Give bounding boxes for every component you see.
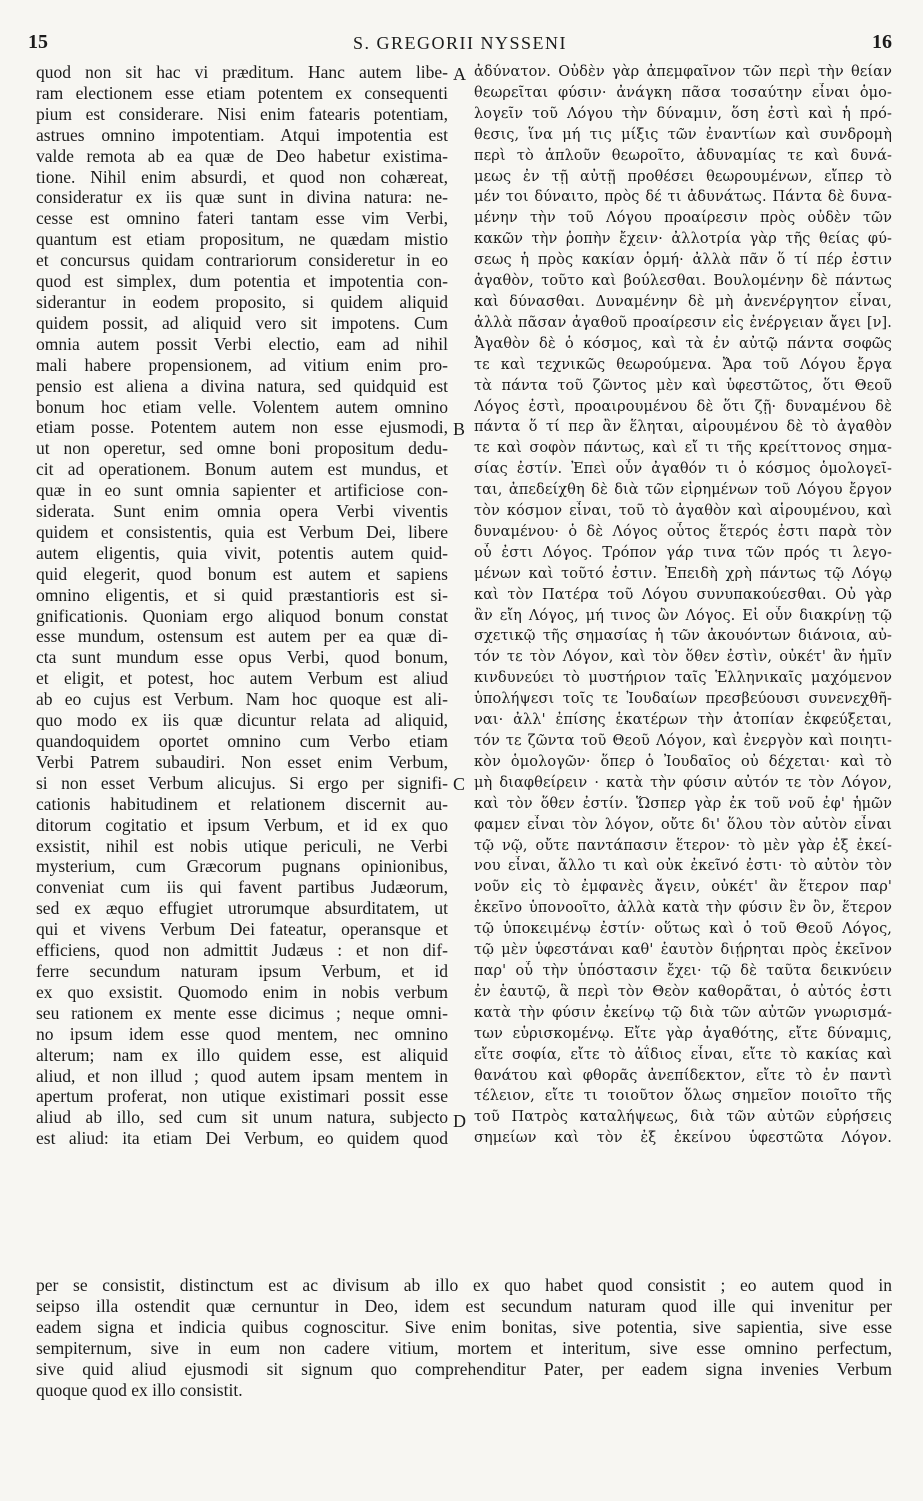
greek-text-line: τὰ πάντα τοῦ ζῶντος μὲν καὶ ὑφεστῶτος, ὅτι Θεοῦ: [474, 377, 892, 394]
section-marker-a: A: [453, 64, 466, 84]
section-marker-d: D: [453, 1111, 466, 1131]
latin-text-line: cesse est omnino fateri tantam esse vim Verbi,: [36, 208, 448, 229]
greek-text-line: παρ' οὗ τὴν ὑπόστασιν ἔχει· τῷ δὲ ταῦτα δεικνύειν: [474, 962, 892, 979]
page-number-right: 16: [872, 31, 892, 53]
latin-text-line: autem eligentis, quia vivit, potentis autem quid-: [36, 542, 448, 563]
latin-text-line: ex quo exsistit. Quomodo enim in nobis verbum: [36, 981, 448, 1002]
greek-text-line: ἐκεῖνο ὑπονοοῖτο, ἀλλὰ κατὰ τὴν φύσιν ἓν ὂν, ἕτερον: [474, 900, 892, 917]
greek-text-line: πάντα ὅ τί περ ἂν ἕληται, αἱρουμένου δὲ τὸ ἀγαθὸν: [474, 419, 892, 436]
greek-text-line: λογεῖν τοῦ Λόγου τὴν δύναμιν, ὅση ἐστὶ καὶ ἡ πρό-: [474, 105, 892, 122]
latin-text-line: cta sunt mundum esse opus Verbi, quod bonum,: [36, 647, 448, 668]
latin-text-line: etiam posse. Potentem autem non esse ejusmodi,: [36, 417, 448, 438]
greek-text-line: κακῶν τὴν ῥοπὴν ἔχειν· ἀλλοτρία γὰρ τῆς θείας φύ-: [474, 231, 892, 248]
page-header: [28, 31, 892, 57]
latin-column: [36, 62, 448, 1149]
greek-text-line: τέλειον, εἴτε τι τοιοῦτον ὅλως σημεῖον ποιοῖτο τῆς: [474, 1088, 892, 1105]
greek-text-line: καὶ δύνασθαι. Δυναμένην δὲ μὴ ἀνενέργητον εἶναι,: [474, 293, 892, 310]
latin-text-line: omnia autem possit Verbi electio, eam ad nihil: [36, 333, 448, 354]
greek-text-line: σημείων καὶ τὸν ἐξ ἐκείνου ὑφεστῶτα Λόγον.: [474, 1130, 892, 1147]
greek-text-line: τόν τε ζῶντα τοῦ Θεοῦ Λόγον, καὶ ἐνεργὸν καὶ ποιητι-: [474, 733, 892, 749]
latin-text-line: quidem possit, ad aliquid vero sit impotens. Cum: [36, 312, 448, 333]
greek-text-line: μένων καὶ τοῦτό ἐστιν. Ἐπειδὴ χρὴ πάντως τῷ Λόγῳ: [474, 565, 892, 582]
latin-text-line: ut non operetur, sed omne boni propositum dedu-: [36, 438, 448, 459]
latin-text-line: sed ex æquo effugiet utrorumque absurditatem, ut: [36, 898, 448, 919]
latin-text-line: mali habere propensionem, ad vitium enim pro-: [36, 354, 448, 375]
latin-text-line: quæ in eo sunt omnia sapienter et artificiose con-: [36, 480, 448, 501]
greek-text-line: κατὰ τὴν φύσιν ἐκείνῳ τῷ διὰ τῶν αὐτῶν γνωρισμά-: [474, 1004, 892, 1021]
greek-column: [474, 62, 892, 1149]
greek-text-line: τε καὶ σοφὸν πάντως, καὶ εἴ τι τῆς κρείττονος σημα-: [474, 440, 892, 457]
latin-text-line: seipso illa ostendit quæ cernuntur in Deo, idem est secundum naturam quod ille qui invenitur per: [36, 1295, 892, 1316]
latin-text-line: quidem et consistentis, quia est Verbum Dei, libere: [36, 521, 448, 542]
latin-text-line: aliud ab illo, sed cum sit unum natura, subjecto: [36, 1107, 448, 1128]
page-number-left: 15: [28, 31, 48, 53]
latin-text-line: si non esset Verbum alicujus. Si ergo per signifi-: [36, 772, 448, 793]
latin-text-line: ferre secundum naturam ipsum Verbum, et id: [36, 960, 448, 981]
greek-text-line: εἴτε σοφία, εἴτε τὸ ἀΐδιος εἶναι, εἴτε τὸ κακίας καὶ: [474, 1046, 892, 1063]
greek-text-line: μεως ἐν τῇ αὐτῇ προθέσει θεωρουμένων, εἴπερ τὸ: [474, 168, 892, 185]
greek-text-line: τε καὶ τεχνικῶς θεωρούμενα. Ἄρα τοῦ Λόγου ἔργα: [474, 356, 892, 373]
latin-text-line: no ipsum idem esse quod mentem, nec omnino: [36, 1023, 448, 1044]
latin-text-line: gnificationis. Quoniam ergo aliquod bonum constat: [36, 605, 448, 626]
latin-text-line: efficiens, quod non admittit Judæus : et non dif-: [36, 940, 448, 961]
greek-text-line: ἀγαθὸν, τοῦτο καὶ βούλεσθαι. Βουλομένην δὲ πάντως: [474, 273, 892, 290]
latin-text-line: quantum est etiam propositum, ne quædam mistio: [36, 229, 448, 250]
latin-text-line: ram electionem esse etiam potentem ex consequenti: [36, 82, 448, 103]
section-marker-b: B: [453, 419, 466, 439]
latin-text-line: et concursus quidam contrariorum consideretur in eo: [36, 250, 448, 271]
latin-text-line: seu rationem ex mente esse dicimus ; neque omni-: [36, 1002, 448, 1023]
greek-text-line: τὸν κόσμον εἶναι, τοῦ τὸ ἀγαθὸν καὶ αἱρουμένου, καὶ: [474, 503, 892, 520]
latin-text-line: omnino eligentis, et si quid præstantioris est si-: [36, 584, 448, 605]
greek-text-line: σχετικῷ τῆς σημασίας ἡ τῶν ἀκουόντων διάνοια, αὐ-: [474, 628, 892, 645]
latin-text-line: exsistit, nihil est nobis utique periculi, ne Verbi: [36, 835, 448, 856]
latin-text-line: qui et vivens Verbum Dei fateatur, operansque et: [36, 919, 448, 940]
latin-text-line: quoque quod ex illo consistit.: [36, 1379, 243, 1400]
greek-text-line: οὗ ἐστι Λόγος. Τρόπον γάρ τινα τῶν πρός τι λεγο-: [474, 544, 892, 561]
greek-text-line: φαμεν εἶναι τὸν λόγον, οὔτε δι' ὅλου τὸν αὐτὸν εἶναι: [474, 816, 892, 833]
greek-text-line: ἐν ἑαυτῷ, ἃ περὶ τὸν Θεὸν καθορᾶται, ὁ αὐτός ἐστι: [474, 983, 892, 1000]
latin-text-line: bonum hoc etiam velle. Volentem autem omnino: [36, 396, 448, 417]
greek-text-line: νου εἶναι, ἄλλο τι καὶ οὐκ ἐκεῖνό ἐστι· τὸ αὐτὸν τὸν: [474, 858, 892, 875]
latin-text-line: quod non sit hac vi præditum. Hanc autem libe-: [36, 62, 448, 82]
latin-text-line: mysterium, cum Græcorum pugnans opinionibus,: [36, 856, 448, 877]
latin-text-line: siderantur in eodem proposito, si quidem aliquid: [36, 291, 448, 312]
greek-text-line: μέν τοι δύναιτο, πρὸς δέ τι ἀδυνάτως. Πάντα δὲ δυνα-: [474, 189, 892, 206]
latin-text-line: et eligit, et potest, hoc autem Verbum est aliud: [36, 668, 448, 689]
greek-text-line: θεωρεῖται φύσιν· ἀνάγκη πᾶσα τοσαύτην εἶναι ὁμο-: [474, 84, 892, 101]
greek-text-line: τῷ νῷ, οὔτε παντάπασιν ἕτερον· τὸ μὲν γὰρ ἐξ ἐκεί-: [474, 837, 892, 854]
latin-text-line: quid elegerit, quod bonum est autem et sapiens: [36, 563, 448, 584]
greek-text-line: των εὑρισκομένῳ. Εἴτε γὰρ ἀγαθότης, εἴτε δύναμις,: [474, 1025, 892, 1042]
latin-text-line: eadem signa et indicia quibus cognoscitur. Sive enim bonitas, sive potentia, sive sapientia, sive esse: [36, 1316, 892, 1337]
greek-text-line: ἀδύνατον. Οὐδὲν γὰρ ἀπεμφαῖνον τῶν περὶ τὴν θείαν: [474, 64, 892, 80]
latin-text-line: est aliud: ita etiam Dei Verbum, eo quidem quod: [36, 1128, 448, 1149]
greek-text-line: ὑπολήψεσι τοῖς τε Ἰουδαίων πρεσβεύουσι συνενεχθῆ-: [474, 691, 892, 708]
greek-text-line: δυναμένου· ὁ δὲ Λόγος οὗτος ἕτερός ἐστι παρὰ τὸν: [474, 523, 892, 540]
latin-text-line: aliud, et non illud ; quod autem ipsam mentem in: [36, 1065, 448, 1086]
latin-text-line: alterum; nam ex illo quidem esse, est aliquid: [36, 1044, 448, 1065]
greek-text-line: μὴ διαφθείρειν · κατὰ τὴν φύσιν αὐτόν τε τὸν Λόγον,: [474, 774, 892, 791]
latin-text-line: ditorum cogitatio et ipsum Verbum, et id ex quo: [36, 814, 448, 835]
greek-text-line: θανάτου καὶ φθορᾶς ἀνεπίδεκτον, εἴτε τὸ ἐν παντὶ: [474, 1067, 892, 1084]
latin-text-line: sempiternum, sive in eum non cadere vitium, mortem et interitum, sive esse omnino perfectum,: [36, 1337, 892, 1358]
latin-text-line: sive quid aliud ejusmodi sit signum quo comprehenditur Pater, per eadem signa invenies Verbum: [36, 1358, 892, 1379]
section-marker-c: C: [453, 774, 466, 794]
greek-text-line: Λόγος ἐστὶ, προαιρουμένου δὲ ὅτι ζῇ· δυναμένου δὲ: [474, 398, 892, 415]
latin-text-line: apertum proferat, non utique existimari possit esse: [36, 1086, 448, 1107]
latin-text-line: Verbi Patrem subaudiri. Non esset enim Verbum,: [36, 751, 448, 772]
greek-text-line: κὸν ὁμολογῶν· ὅπερ ὁ Ἰουδαῖος οὐ δέχεται· καὶ τὸ: [474, 753, 892, 770]
greek-text-line: θεσις, ἵνα μή τις μίξις τῶν ἐναντίων καὶ συνδρομὴ: [474, 126, 892, 143]
latin-text-line: quo modo ex iis quæ dicuntur relata ad aliquid,: [36, 710, 448, 731]
running-title: S. GREGORII NYSSENI: [352, 33, 567, 53]
latin-text-line: pensio est aliena a divina natura, sed quidquid est: [36, 375, 448, 396]
latin-text-line: quod est simplex, dum potentia et impotentia con-: [36, 271, 448, 292]
latin-text-line: ab eo cujus est Verbum. Nam hoc quoque est ali-: [36, 689, 448, 710]
latin-text-line: siderata. Sunt enim omnia opera Verbi viventis: [36, 501, 448, 522]
greek-text-line: περὶ τὸ ἁπλοῦν θεωροῖτο, ἀδυναμίας τε καὶ δυνά-: [474, 147, 892, 164]
greek-text-line: σεως ἡ πρὸς κακίαν ὁρμή· ἀλλὰ πᾶν ὅ τί πέρ ἐστιν: [474, 252, 892, 269]
greek-text-line: τῷ ὑποκειμένῳ ἐστίν· οὕτως καὶ ὁ τοῦ Θεοῦ Λόγος,: [474, 921, 892, 938]
latin-text-line: cit ad operationem. Bonum autem est mundus, et: [36, 459, 448, 480]
greek-text-line: ται, ἀπεδείχθη δὲ διὰ τῶν εἰρημένων τοῦ Λόγου ἔργον: [474, 482, 892, 499]
latin-text-line: consideratur ex iis quæ sunt in divina natura: ne-: [36, 187, 448, 208]
full-width-text: [36, 1275, 892, 1400]
greek-text-line: καὶ τὸν Πατέρα τοῦ Λόγου συνυπακούεσθαι. Οὐ γὰρ: [474, 586, 892, 603]
greek-text-line: καὶ τὸν ὅθεν ἐστίν. Ὥσπερ γὰρ ἐκ τοῦ νοῦ ἐφ' ἡμῶν: [474, 795, 892, 812]
latin-text-line: cationis habitudinem et relationem discernit au-: [36, 793, 448, 814]
greek-text-line: Ἀγαθὸν δὲ ὁ κόσμος, καὶ τὰ ἐν αὐτῷ πάντα σοφῶς: [474, 335, 892, 352]
latin-text-line: tione. Nihil enim absurdi, et quod non cohæreat,: [36, 166, 448, 187]
greek-text-line: μένην τὴν τοῦ Λόγου προαίρεσιν πρὸς οὐδὲν τῶν: [474, 210, 892, 227]
greek-text-line: σίας ἐστίν. Ἐπεὶ οὖν ἀγαθόν τι ὁ κόσμος ὁμολογεῖ-: [474, 461, 892, 478]
latin-text-line: pium est considerare. Nisi enim fatearis potentiam,: [36, 103, 448, 124]
greek-text-line: ναι· ἀλλ' ἐπίσης ἑκατέρων τὴν ἀτοπίαν ἐκφεύξεται,: [474, 712, 892, 729]
greek-text-line: τόν τε τὸν Λόγον, καὶ τὸν ὅθεν ἐστὶν, οὐκέτ' ἂν ἡμῖν: [474, 649, 892, 666]
greek-text-line: κινδυνεύει τὸ μυστήριον ταῖς Ἑλληνικαῖς μαχόμενον: [474, 670, 892, 687]
greek-text-line: τοῦ Πατρὸς καταλήψεως, διὰ τῶν αὐτῶν εὑρήσεις: [474, 1109, 892, 1126]
latin-text-line: quandoquidem oportet omnino cum Verbo etiam: [36, 731, 448, 751]
latin-text-line: esse mundum, ostensum est autem per ea quæ di-: [36, 626, 448, 647]
latin-text-line: per se consistit, distinctum est ac divisum ab illo ex quo habet quod consistit ; eo autem quod in: [36, 1275, 892, 1295]
latin-text-line: valde remota ab ea quæ de Deo habetur existima-: [36, 145, 448, 166]
greek-text-line: ἀλλὰ πᾶσαν ἀγαθοῦ προαίρεσιν εἰς ἐνέργειαν ἄγει [ν].: [474, 314, 892, 331]
latin-text-line: astrues omnino impotentiam. Atqui impotentia est: [36, 124, 448, 145]
greek-text-line: ἂν εἴη Λόγος, μή τινος ὢν Λόγος. Εἰ οὖν διακρίνῃ τῷ: [474, 607, 892, 624]
latin-text-line: conveniat cum iis qui favent partibus Judæorum,: [36, 877, 448, 898]
greek-text-line: νοῦν εἰς τὸ ἐμφανὲς ἄγειν, οὐκέτ' ἂν ἕτερον παρ': [474, 879, 892, 896]
greek-text-line: τῷ μὲν ὑφεστάναι καθ' ἑαυτὸν διῄρηται πρὸς ἐκεῖνον: [474, 942, 892, 959]
